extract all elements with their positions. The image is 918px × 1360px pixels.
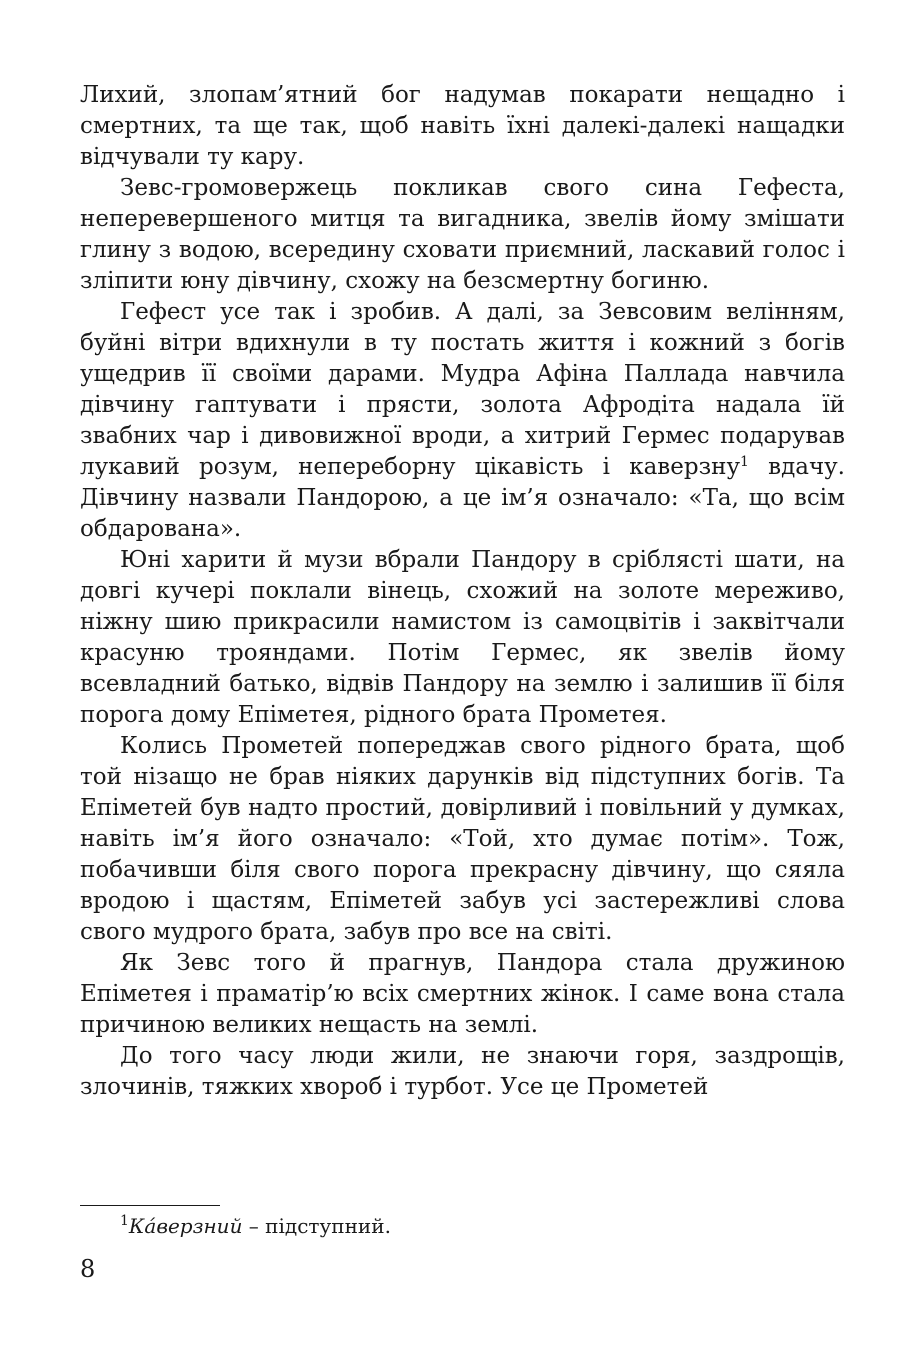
paragraph: Як Зевс того й прагнув, Пандора стала дружиною Епіметея і праматір’ю всіх смертних жінок. І саме вона стала причиною великих нещасть на землі. <box>80 950 845 1038</box>
footnote-mark: 1 <box>120 1213 129 1229</box>
page-body <box>80 80 845 1103</box>
paragraph-with-footnote <box>80 297 845 545</box>
footnote-reference[interactable]: 1 <box>740 454 749 470</box>
paragraph-text: вдачу. Дівчину назвали Пандорою, а це ім’я означало: «Та, що всім обдарована». <box>80 454 845 542</box>
footnote-term: Ка́верзний <box>128 1214 243 1238</box>
paragraph: Юні харити й музи вбрали Пандору в сріблясті шати, на довгі кучері поклали вінець, схожий на золоте мереживо, ніжну шию прикрасили намистом із самоцвітів і заквітчали красуню трояндами. Потім Гермес, як звелів йому всевладний батько, відвів Пандору на землю і залишив її біля порога дому Епіметея, рідного брата Прометея. <box>80 547 845 728</box>
paragraph-text: Гефест усе так і зробив. А далі, за Зевсовим велінням, буйні вітри вдихнули в ту постать життя і кожний з богів ущедрив її своїми дарами. Мудра Афіна Паллада навчила дівчину гаптувати і прясти, золота Афродіта надала їй звабних чар і дивовижної вроди, а хитрий Гермес подарував лукавий розум, непереборну цікавість і каверзну <box>80 299 845 480</box>
paragraph: Зевс-громовержець покликав свого сина Гефеста, неперевершеного митця та вигадника, звелів йому змішати глину з водою, всередину сховати приємний, ласкавий голос і зліпити юну дівчину, схожу на безсмертну богиню. <box>80 175 845 294</box>
paragraph: Лихий, злопам’ятний бог надумав покарати нещадно і смертних, та ще так, щоб навіть їхні далекі-далекі нащадки відчували ту кару. <box>80 82 845 170</box>
main-text <box>80 80 845 1103</box>
footnote <box>120 1212 391 1240</box>
page-number: 8 <box>80 1255 96 1283</box>
paragraph: Колись Прометей попереджав свого рідного брата, щоб той нізащо не брав ніяких дарунків від підступних богів. Та Епіметей був надто простий, довірливий і повільний у думках, навіть ім’я його означало: «Той, хто думає потім». Тож, побачивши біля свого порога прекрасну дівчину, що сяяла вродою і щастям, Епіметей забув усі застережливі слова свого мудрого брата, забув про все на світі. <box>80 733 845 945</box>
footnote-definition: – підступний. <box>242 1214 391 1238</box>
paragraph: До того часу люди жили, не знаючи горя, заздрощів, злочинів, тяжких хвороб і турбот. Усе це Прометей <box>80 1043 845 1100</box>
footnote-divider <box>80 1205 220 1206</box>
